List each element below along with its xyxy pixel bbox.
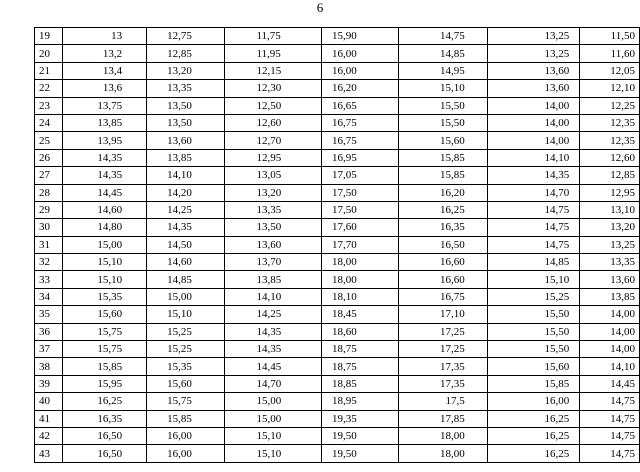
- table-cell: 15,85: [487, 375, 579, 392]
- row-number-cell: 30: [35, 219, 63, 236]
- row-number-cell: 41: [35, 410, 63, 427]
- table-cell: 16,35: [399, 219, 487, 236]
- table-cell: 16,50: [62, 427, 146, 444]
- table-row: [35, 97, 640, 114]
- table-cell: 13,60: [487, 62, 579, 79]
- table-cell: 14,20: [147, 184, 225, 201]
- table-cell: 15,95: [62, 375, 146, 392]
- table-cell: 13,85: [580, 288, 640, 305]
- table-cell: 14,60: [62, 201, 146, 218]
- table-cell: 16,25: [487, 410, 579, 427]
- table-cell: 14,45: [580, 375, 640, 392]
- table-cell: 12,60: [580, 149, 640, 166]
- table-cell: 12,35: [580, 114, 640, 131]
- table-cell: 14,00: [580, 341, 640, 358]
- table-cell: 15,00: [225, 393, 322, 410]
- table-cell: 11,60: [580, 45, 640, 62]
- table-cell: 16,00: [322, 45, 399, 62]
- table-cell: 13,6: [62, 80, 146, 97]
- table-cell: 13,85: [147, 149, 225, 166]
- table-cell: 14,75: [399, 28, 487, 45]
- table-cell: 14,75: [487, 236, 579, 253]
- table-cell: 15,10: [399, 80, 487, 97]
- row-number-cell: 21: [35, 62, 63, 79]
- table-cell: 15,25: [147, 323, 225, 340]
- row-number-cell: 20: [35, 45, 63, 62]
- table-cell: 14,45: [225, 358, 322, 375]
- table-cell: 15,10: [62, 254, 146, 271]
- table-cell: 16,25: [62, 393, 146, 410]
- table-cell: 14,35: [487, 167, 579, 184]
- table-cell: 12,10: [580, 80, 640, 97]
- table-row: [35, 184, 640, 201]
- table-cell: 15,00: [147, 288, 225, 305]
- table-cell: 16,20: [322, 80, 399, 97]
- table-cell: 18,95: [322, 393, 399, 410]
- row-number-cell: 35: [35, 306, 63, 323]
- table-row: [35, 219, 640, 236]
- row-number-cell: 32: [35, 254, 63, 271]
- table-cell: 12,70: [225, 132, 322, 149]
- table-cell: 15,75: [62, 323, 146, 340]
- table-cell: 16,25: [487, 427, 579, 444]
- table-cell: 15,75: [62, 341, 146, 358]
- table-cell: 13,70: [225, 254, 322, 271]
- table-row: [35, 358, 640, 375]
- row-number-cell: 39: [35, 375, 63, 392]
- table-row: [35, 341, 640, 358]
- table-cell: 13,50: [147, 97, 225, 114]
- row-number-cell: 23: [35, 97, 63, 114]
- table-cell: 13,85: [225, 271, 322, 288]
- row-number-cell: 37: [35, 341, 63, 358]
- table-cell: 14,25: [225, 306, 322, 323]
- table-cell: 15,10: [225, 445, 322, 462]
- table-cell: 12,05: [580, 62, 640, 79]
- row-number-cell: 24: [35, 114, 63, 131]
- row-number-cell: 43: [35, 445, 63, 462]
- table-cell: 16,25: [399, 201, 487, 218]
- table-cell: 13,25: [487, 45, 579, 62]
- table-cell: 17,50: [322, 201, 399, 218]
- table-cell: 15,50: [399, 97, 487, 114]
- table-cell: 15,60: [399, 132, 487, 149]
- table-cell: 19,50: [322, 445, 399, 462]
- table-cell: 14,75: [487, 219, 579, 236]
- table-cell: 13: [62, 28, 146, 45]
- table-cell: 13,85: [62, 114, 146, 131]
- table-cell: 12,60: [225, 114, 322, 131]
- table-cell: 13,95: [62, 132, 146, 149]
- table-cell: 15,25: [487, 288, 579, 305]
- table-cell: 14,35: [62, 149, 146, 166]
- table-row: [35, 167, 640, 184]
- table-row: [35, 201, 640, 218]
- table-cell: 11,75: [225, 28, 322, 45]
- table-cell: 14,45: [62, 184, 146, 201]
- table-cell: 12,25: [580, 97, 640, 114]
- table-cell: 15,85: [147, 410, 225, 427]
- table-cell: 16,75: [322, 132, 399, 149]
- table-cell: 15,35: [147, 358, 225, 375]
- data-table: [34, 27, 640, 463]
- table-cell: 15,50: [399, 114, 487, 131]
- table-cell: 13,35: [225, 201, 322, 218]
- table-cell: 17,70: [322, 236, 399, 253]
- table-cell: 17,85: [399, 410, 487, 427]
- table-cell: 15,25: [147, 341, 225, 358]
- table-row: [35, 45, 640, 62]
- table-cell: 15,60: [62, 306, 146, 323]
- table-cell: 17,50: [322, 184, 399, 201]
- table-cell: 12,35: [580, 132, 640, 149]
- table-cell: 16,35: [62, 410, 146, 427]
- table-body: [35, 28, 640, 463]
- row-number-cell: 34: [35, 288, 63, 305]
- table-cell: 18,75: [322, 341, 399, 358]
- row-number-cell: 36: [35, 323, 63, 340]
- table-cell: 14,35: [62, 167, 146, 184]
- table-cell: 14,35: [147, 219, 225, 236]
- table-cell: 18,60: [322, 323, 399, 340]
- table-cell: 15,50: [487, 341, 579, 358]
- table-row: [35, 271, 640, 288]
- row-number-cell: 28: [35, 184, 63, 201]
- table-row: [35, 306, 640, 323]
- table-cell: 17,60: [322, 219, 399, 236]
- table-cell: 12,95: [580, 184, 640, 201]
- table-cell: 13,20: [580, 219, 640, 236]
- table-row: [35, 288, 640, 305]
- table-row: [35, 28, 640, 45]
- page-number: 6: [316, 0, 324, 15]
- table-cell: 14,60: [147, 254, 225, 271]
- table-cell: 17,25: [399, 341, 487, 358]
- table-cell: 14,00: [487, 132, 579, 149]
- table-cell: 17,05: [322, 167, 399, 184]
- table-cell: 14,70: [487, 184, 579, 201]
- table-cell: 16,00: [147, 427, 225, 444]
- table-cell: 16,00: [147, 445, 225, 462]
- table-cell: 14,75: [580, 393, 640, 410]
- table-cell: 19,50: [322, 427, 399, 444]
- table-cell: 15,10: [487, 271, 579, 288]
- row-number-cell: 31: [35, 236, 63, 253]
- table-cell: 14,95: [399, 62, 487, 79]
- table-cell: 14,00: [580, 323, 640, 340]
- table-cell: 14,10: [225, 288, 322, 305]
- table-cell: 16,95: [322, 149, 399, 166]
- table-cell: 15,10: [62, 271, 146, 288]
- row-number-cell: 25: [35, 132, 63, 149]
- table-cell: 15,85: [62, 358, 146, 375]
- table-cell: 13,35: [147, 80, 225, 97]
- table-cell: 12,75: [147, 28, 225, 45]
- table-cell: 13,20: [147, 62, 225, 79]
- table-cell: 14,75: [580, 410, 640, 427]
- table-cell: 14,85: [147, 271, 225, 288]
- table-cell: 15,85: [399, 149, 487, 166]
- row-number-cell: 40: [35, 393, 63, 410]
- table-row: [35, 62, 640, 79]
- table-cell: 17,35: [399, 375, 487, 392]
- table-cell: 18,00: [322, 254, 399, 271]
- table-cell: 12,85: [580, 167, 640, 184]
- table-cell: 18,00: [399, 445, 487, 462]
- row-number-cell: 27: [35, 167, 63, 184]
- table-cell: 16,50: [399, 236, 487, 253]
- table-cell: 14,75: [580, 445, 640, 462]
- table-row: [35, 149, 640, 166]
- table-cell: 13,60: [487, 80, 579, 97]
- table-cell: 17,25: [399, 323, 487, 340]
- table-cell: 14,50: [147, 236, 225, 253]
- table-cell: 16,75: [399, 288, 487, 305]
- table-cell: 13,50: [147, 114, 225, 131]
- table-cell: 12,50: [225, 97, 322, 114]
- row-number-cell: 33: [35, 271, 63, 288]
- row-number-cell: 42: [35, 427, 63, 444]
- table-cell: 16,00: [322, 62, 399, 79]
- table-cell: 12,95: [225, 149, 322, 166]
- table-cell: 17,35: [399, 358, 487, 375]
- table-cell: 13,35: [580, 254, 640, 271]
- table-cell: 15,90: [322, 28, 399, 45]
- table-cell: 13,60: [225, 236, 322, 253]
- table-cell: 14,10: [487, 149, 579, 166]
- table-cell: 14,10: [580, 358, 640, 375]
- table-row: [35, 375, 640, 392]
- table-cell: 14,75: [487, 201, 579, 218]
- table-cell: 16,20: [399, 184, 487, 201]
- table-cell: 15,35: [62, 288, 146, 305]
- table-cell: 13,50: [225, 219, 322, 236]
- table-cell: 18,45: [322, 306, 399, 323]
- table-cell: 16,60: [399, 254, 487, 271]
- table-row: [35, 393, 640, 410]
- row-number-cell: 38: [35, 358, 63, 375]
- table-row: [35, 323, 640, 340]
- table-row: [35, 114, 640, 131]
- table-cell: 14,35: [225, 323, 322, 340]
- table-row: [35, 445, 640, 462]
- table-cell: 15,00: [62, 236, 146, 253]
- table-cell: 14,85: [487, 254, 579, 271]
- table-cell: 13,60: [147, 132, 225, 149]
- table-cell: 16,65: [322, 97, 399, 114]
- row-number-cell: 29: [35, 201, 63, 218]
- table-cell: 16,00: [487, 393, 579, 410]
- table-cell: 17,10: [399, 306, 487, 323]
- table-cell: 14,10: [147, 167, 225, 184]
- table-cell: 12,85: [147, 45, 225, 62]
- table-row: [35, 427, 640, 444]
- table-cell: 14,75: [580, 427, 640, 444]
- row-number-cell: 26: [35, 149, 63, 166]
- table-cell: 15,10: [225, 427, 322, 444]
- table-cell: 15,50: [487, 306, 579, 323]
- table-row: [35, 132, 640, 149]
- table-cell: 14,00: [487, 97, 579, 114]
- table-cell: 14,00: [580, 306, 640, 323]
- table-cell: 15,10: [147, 306, 225, 323]
- table-cell: 15,60: [147, 375, 225, 392]
- table-row: [35, 410, 640, 427]
- row-number-cell: 19: [35, 28, 63, 45]
- table-cell: 16,60: [399, 271, 487, 288]
- table-cell: 13,25: [487, 28, 579, 45]
- table-cell: 19,35: [322, 410, 399, 427]
- table-cell: 14,70: [225, 375, 322, 392]
- table-cell: 14,35: [225, 341, 322, 358]
- table-cell: 14,80: [62, 219, 146, 236]
- table-row: [35, 80, 640, 97]
- table-cell: 11,50: [580, 28, 640, 45]
- table-cell: 18,00: [322, 271, 399, 288]
- table-cell: 13,75: [62, 97, 146, 114]
- table-cell: 16,50: [62, 445, 146, 462]
- table-cell: 13,10: [580, 201, 640, 218]
- table-cell: 18,00: [399, 427, 487, 444]
- table-cell: 17,5: [399, 393, 487, 410]
- table-cell: 15,75: [147, 393, 225, 410]
- table-row: [35, 254, 640, 271]
- table-cell: 18,10: [322, 288, 399, 305]
- table-cell: 13,25: [580, 236, 640, 253]
- table-cell: 15,50: [487, 323, 579, 340]
- table-cell: 13,4: [62, 62, 146, 79]
- table-cell: 15,60: [487, 358, 579, 375]
- table-cell: 15,85: [399, 167, 487, 184]
- table-cell: 13,05: [225, 167, 322, 184]
- table-cell: 13,60: [580, 271, 640, 288]
- table-cell: 16,75: [322, 114, 399, 131]
- table-cell: 18,75: [322, 358, 399, 375]
- row-number-cell: 22: [35, 80, 63, 97]
- table-cell: 12,30: [225, 80, 322, 97]
- table-cell: 14,85: [399, 45, 487, 62]
- table-cell: 14,25: [147, 201, 225, 218]
- table-cell: 15,00: [225, 410, 322, 427]
- table-cell: 11,95: [225, 45, 322, 62]
- table-cell: 13,20: [225, 184, 322, 201]
- table-cell: 14,00: [487, 114, 579, 131]
- table-cell: 18,85: [322, 375, 399, 392]
- table-row: [35, 236, 640, 253]
- table-cell: 12,15: [225, 62, 322, 79]
- table-cell: 13,2: [62, 45, 146, 62]
- table-cell: 16,25: [487, 445, 579, 462]
